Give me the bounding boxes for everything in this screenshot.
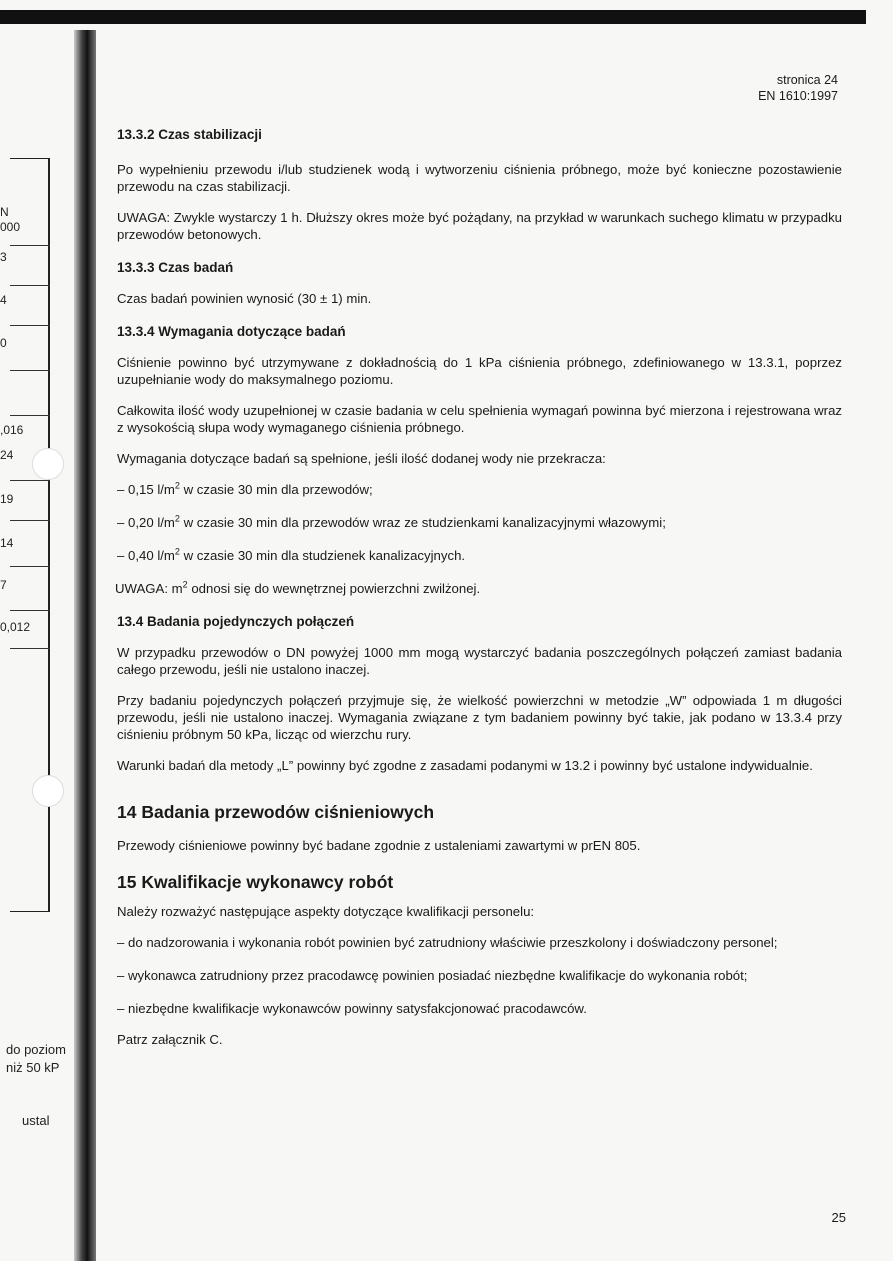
- punch-hole: [32, 775, 64, 807]
- table-value: 24: [0, 448, 14, 462]
- list-item: – 0,15 $l/m^2$ w czasie 30 min dla przewodów;: [117, 480, 373, 497]
- top-edge-bar: [0, 10, 866, 24]
- paragraph: Należy rozważyć następujące aspekty dotyczące kwalifikacji personelu:: [117, 904, 535, 919]
- paragraph: Całkowita ilość wody uzupełnionej w czasie badania w celu spełnienia wymagań powinna być mierzona i rejestrowana wraz z wysokością słupa wody wymaganego ciśnienia próbnego.: [117, 403, 842, 435]
- section-heading: 13.3.2 Czas stabilizacji: [117, 127, 262, 142]
- table-value: 19: [0, 492, 14, 506]
- table-rule: [10, 415, 50, 416]
- list-item: – wykonawca zatrudniony przez pracodawcę powinien posiadać niezbędne kwalifikacje do wykonania robót;: [117, 968, 748, 983]
- paragraph: Warunki badań dla metody „L” powinny być zgodne z zasadami podanymi w 13.2 i powinny być ustalone indywidualnie.: [117, 758, 813, 773]
- table-value: 000: [0, 220, 21, 234]
- note: UWAGA: Zwykle wystarczy 1 h. Dłuższy okres może być pożądany, na przykład w warunkach suchego klimatu w przypadku przewodów betonowych.: [117, 210, 842, 242]
- table-value: 14: [0, 536, 14, 550]
- paragraph: Wymagania dotyczące badań są spełnione, jeśli ilość dodanej wody nie przekracza:: [117, 451, 606, 466]
- document-body: [117, 126, 842, 1048]
- table-value: 7: [0, 578, 7, 592]
- binding-shadow: [74, 30, 96, 1261]
- section-heading: 13.3.3 Czas badań: [117, 260, 234, 275]
- table-value: ,016: [0, 423, 24, 437]
- page-label: stronica 24: [776, 73, 838, 87]
- list-item: – do nadzorowania i wykonania robót powinien być zatrudniony właściwie przeszkolony i doświadczony personel;: [117, 935, 778, 950]
- table-rule: [10, 370, 50, 371]
- table-value: 4: [0, 293, 7, 307]
- strip-text: niż 50 kP: [6, 1060, 60, 1075]
- paragraph: Przewody ciśnieniowe powinny być badane zgodnie z ustaleniami zawartymi w prEN 805.: [117, 838, 641, 853]
- note: UWAGA: $m^2$ odnosi się do wewnętrznej powierzchni zwilżonej.: [115, 579, 481, 596]
- paragraph: Ciśnienie powinno być utrzymywane z dokładnością do 1 kPa ciśnienia próbnego, zdefiniowanego w 13.3.1, poprzez uzupełnianie wody do maksymalnego poziomu.: [117, 355, 842, 387]
- table-rule: [10, 648, 50, 649]
- paragraph: Czas badań powinien wynosić (30 ± 1) min.: [117, 291, 372, 306]
- page-header: [700, 72, 838, 104]
- paragraph: W przypadku przewodów o DN powyżej 1000 mm mogą wystarczyć badania poszczególnych połączeń zamiast badania całego przewodu, jeśli nie ustalono inaczej.: [117, 645, 842, 677]
- table-rule: [10, 520, 50, 521]
- section-heading: 13.4 Badania pojedynczych połączeń: [117, 614, 355, 629]
- strip-text: ustal: [22, 1113, 50, 1128]
- list-item: – 0,40 $l/m^2$ w czasie 30 min dla studzienek kanalizacyjnych.: [117, 546, 466, 563]
- list-item: – 0,20 $l/m^2$ w czasie 30 min dla przewodów wraz ze studzienkami kanalizacyjnymi włazowymi;: [117, 513, 666, 530]
- page-number: 25: [831, 1210, 846, 1225]
- paragraph: Patrz załącznik C.: [117, 1032, 223, 1047]
- table-value: N: [0, 205, 9, 219]
- chapter-heading: 14 Badania przewodów ciśnieniowych: [117, 802, 435, 822]
- table-value: 3: [0, 250, 7, 264]
- punch-hole: [32, 448, 64, 480]
- table-rule: [10, 566, 50, 567]
- table-rule: [10, 610, 50, 611]
- paragraph: Po wypełnieniu przewodu i/lub studzienek wodą i wytworzeniu ciśnienia próbnego, może być konieczne pozostawienie przewodu na czas stabilizacji.: [117, 162, 842, 194]
- standard-id: EN 1610:1997: [758, 89, 838, 103]
- table-rule: [10, 245, 50, 246]
- table-value: 0: [0, 336, 7, 350]
- paragraph: Przy badaniu pojedynczych połączeń przyjmuje się, że wielkość powierzchni w metodzie „W” odpowiada 1 m długości przewodu, jeśli nie ustalono inaczej. Wymagania związane z tym badaniem powinny być takie, jak podano w 13.3.4 przy ciśnieniu próbnym 50 kPa, licząc od wierzchu rury.: [117, 693, 842, 742]
- table-rule: [10, 285, 50, 286]
- list-item: – niezbędne kwalifikacje wykonawców powinny satysfakcjonować pracodawców.: [117, 1001, 587, 1016]
- strip-text: do poziom: [6, 1042, 66, 1057]
- chapter-heading: 15 Kwalifikacje wykonawcy robót: [117, 872, 394, 892]
- table-value: 0,012: [0, 620, 31, 634]
- section-heading: 13.3.4 Wymagania dotyczące badań: [117, 324, 346, 339]
- table-rule: [10, 325, 50, 326]
- table-rule: [10, 480, 50, 481]
